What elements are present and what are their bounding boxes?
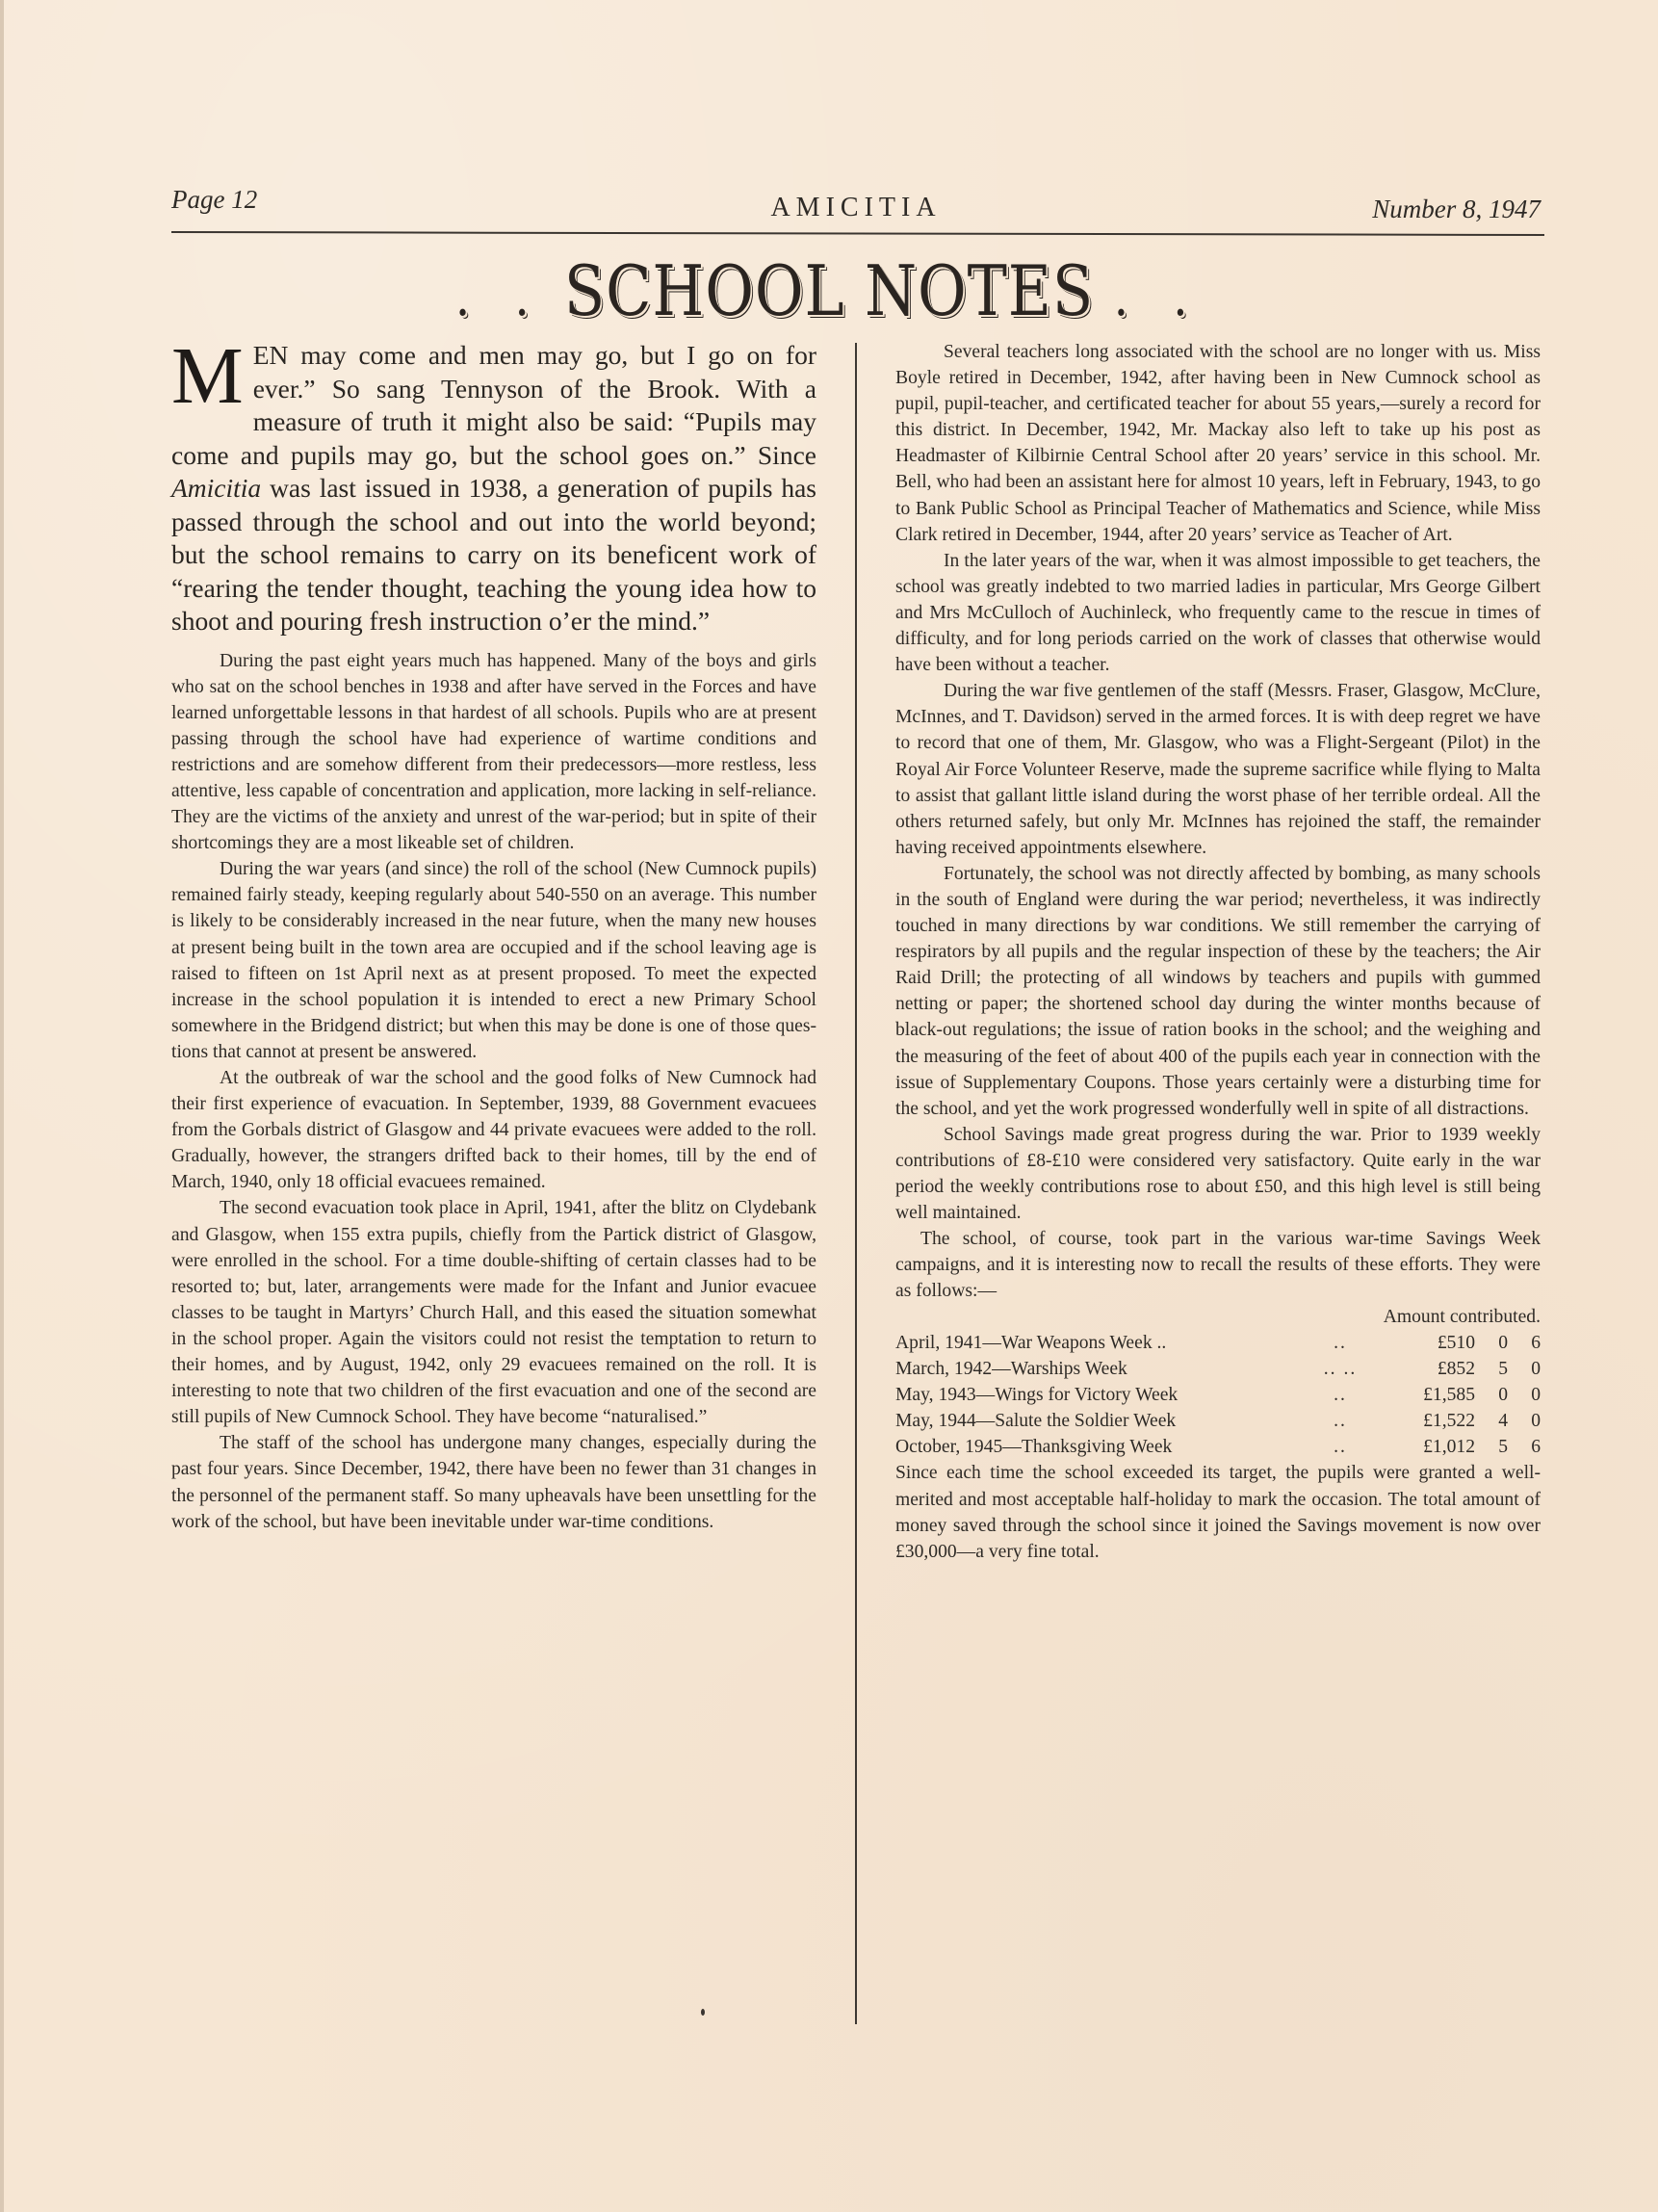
paragraph-second-evacuation: The second evacuation took place in April, 1941, after the blitz on Clydebank and Glasgow, when 155 extra pupils, chiefly from the Partick district of Glasgow, were enrolled in the school. For a time double-shifting of certain classes had to be resorted to; but, later, arrangements were made for the Infant and Junior evacuee classes to be taught in Martyrs’ Church Hall, and this eased the situation somewhat in the school proper. Again the visitors could not resist the temptation to return to their homes, and by August, 1942, only 29 evacuees remained on the roll. It is interesting to note that two children of the first evacuation and one of the second are still pupils of New Cumnock School. They have become “naturalised.” (171, 1198, 816, 1428)
publication-title: AMICITIA (770, 193, 942, 222)
table-row (895, 1382, 1541, 1408)
table-row (895, 1356, 1541, 1382)
dot-leader: .. .. (1323, 1359, 1358, 1380)
pence-cell: 6 (1531, 1333, 1541, 1354)
table-row (895, 1330, 1541, 1356)
dot-leader: .. (1334, 1411, 1347, 1432)
paragraph-school-savings: School Savings made great progress during the war. Prior to 1939 weekly contributions of £8-£10 were considered very satisfactory. Quite early in the war period the weekly contributions rose to about £50, and this high level is still being well maintained. (895, 1124, 1541, 1224)
shillings-cell: 4 (1498, 1411, 1508, 1432)
savings-table-header: Amount contributed. (1383, 1307, 1541, 1328)
lead-italic-title: Amicitia (171, 473, 262, 503)
paragraph-savings-intro: The school, of course, took part in the various war-time Savings Week campaigns, and it is interesting now to recall the results of these efforts. They were as follows:— (895, 1229, 1541, 1302)
page-number: Page 12 (171, 185, 258, 214)
paragraph-married-ladies: In the later years of the war, when it was almost impossible to get teachers, the school was greatly indebted to two married ladies in particular, Mrs George Gilbert and Mrs McCulloch of Auchinleck, who frequently came to the rescue in times of difficulty, and for long periods carried on the work of classes that otherwise would have been without a teacher. (895, 550, 1541, 676)
column-divider (855, 343, 857, 2024)
drop-cap: M (171, 331, 244, 421)
campaign-cell: April, 1941—War Weapons Week .. (895, 1333, 1167, 1354)
pence-cell: 0 (1531, 1411, 1541, 1432)
left-column (171, 331, 816, 1535)
shillings-cell: 5 (1498, 1359, 1508, 1380)
savings-table (895, 1330, 1541, 1460)
table-row (895, 1434, 1541, 1460)
shillings-cell: 5 (1498, 1437, 1508, 1458)
page-edge (0, 0, 4, 2212)
campaign-cell: May, 1943—Wings for Victory Week (895, 1385, 1179, 1406)
dot-leader: .. (1334, 1333, 1347, 1354)
pounds-cell: £1,522 (1423, 1411, 1475, 1432)
pounds-cell: £852 (1437, 1359, 1475, 1380)
lead-text-1: may come and men may go, but I go on for ever.” So sang Tennyson of the Brook. With a measure of truth it might also be said: “Pupils may come and pupils may go, but the school goes on.” Since (171, 340, 816, 470)
article-title (117, 252, 1542, 336)
pounds-cell: £1,012 (1423, 1437, 1475, 1458)
pence-cell: 0 (1531, 1385, 1541, 1406)
dot-leader: .. (1334, 1385, 1347, 1406)
title-text: SCHOOL NOTES (563, 250, 1095, 331)
paragraph-first-evacuation: At the outbreak of war the school and the good folks of New Cumnock had their first experience of evacuation. In September, 1939, 88 Government evacuees from the Gorbals district of Glasgow and 44 private evacuees were added to the roll. Gradually, however, the strangers drifted back to their homes, till by the end of March, 1940, only 18 official evacuees remained. (171, 1068, 816, 1193)
table-row (895, 1408, 1541, 1434)
campaign-cell: March, 1942—Warships Week (895, 1359, 1127, 1380)
dot-leader: .. (1334, 1437, 1347, 1458)
pence-cell: 6 (1531, 1437, 1541, 1458)
paragraph-closing: Since each time the school exceeded its target, the pupils were granted a well-merited and most acceptable half-holiday to mark the occasion. The total amount of money saved through the school since it joined the Savings movement is now over £30,000—a very fine total. (895, 1463, 1541, 1562)
campaign-cell: October, 1945—Thanksgiving Week (895, 1437, 1173, 1458)
shillings-cell: 0 (1498, 1333, 1508, 1354)
lead-text-2: was last issued in 1938, a generation of pupils has passed through the school and out into the world beyond; but the school remains to carry on its beneficent work of “rearing the tender thought, teaching the young idea how to shoot and pouring fresh instruction o’er the mind.” (171, 473, 816, 636)
pounds-cell: £1,585 (1423, 1385, 1475, 1406)
pounds-cell: £510 (1437, 1333, 1475, 1354)
title-ornament-right: . . (1113, 266, 1204, 328)
campaign-cell: May, 1944—Salute the Soldier Week (895, 1411, 1177, 1432)
paragraph-past-eight-years: During the past eight years much has happened. Many of the boys and girls who sat on the school benches in 1938 and after have served in the Forces and have learned unforgettable lessons in that hardest of all schools. Pupils who are at present passing through the school have had experience of wartime conditions and restrictions and are somehow different from their predecessors—more restless, less attentive, less capable of concentration and application, more lacking in self-reliance. They are the victims of the anxiety and unrest of the war-period; but in spite of their shortcomings they are a most likeable set of children. (171, 650, 816, 854)
lead-paragraph (171, 331, 816, 638)
lead-first-caps: EN (252, 340, 289, 370)
pence-cell: 0 (1531, 1359, 1541, 1380)
paragraph-staff-changes: The staff of the school has undergone many changes, especially during the past four years. Since December, 1942, there have been no fewer than 31 changes in the personnel of the permanent staff. So many upheavals have been unsettling for the work of the school, but have been inevitable under war-time conditions. (171, 1433, 816, 1532)
running-header (171, 181, 1541, 227)
shillings-cell: 0 (1498, 1385, 1508, 1406)
issue-label: Number 8, 1947 (1372, 195, 1541, 223)
paragraph-armed-forces: During the war five gentlemen of the staff (Messrs. Fraser, Glasgow, McClure, McInnes, and T. Davidson) served in the armed forces. It is with deep regret we have to record that one of them, Mr. Glasgow, who was a Flight-Sergeant (Pilot) in the Royal Air Force Volunteer Reserve, made the supreme sacrifice while flying to Malta to assist that gallant little island during the worst phase of her terrible ordeal. All the others returned safely, but only Mr. McInnes has rejoined the staff, the remainder having received appointments elsewhere. (895, 681, 1541, 858)
ink-speck (701, 2009, 705, 2016)
title-ornament-left: . . (454, 266, 545, 328)
right-column (895, 339, 1541, 1565)
paragraph-retired-teachers: Several teachers long associated with the school are no longer with us. Miss Boyle retired in December, 1942, after having been in New Cumnock school as pupil, pupil-teacher, and certificated teacher for about 55 years,—surely a record for this district. In December, 1942, Mr. Mackay also left to take up his post as Headmaster of Kilbirnie Central School after 20 years’ service in this school. Mr. Bell, who had been an assistant here for almost 10 years, left in February, 1943, to go to Bank Public School as Principal Teacher of Mathematics and Science, while Miss Clark retired in December, 1944, after 20 years’ service as Teacher of Art. (895, 342, 1541, 545)
paragraph-war-conditions: Fortunately, the school was not directly affected by bombing, as many schools in the south of England were during the war period; nevertheless, it was indirectly touched in many directions by war conditions. We still remember the carrying of respirators by all pupils and the regular inspection of these by the teachers; the Air Raid Drill; the protecting of all windows by teachers and pupils with gummed netting or paper; the shortened school day during the winter months because of black-out regulations; the issue of ration books in the school; and the weighing and the measuring of the feet of about 400 of the pupils each year in connection with the issue of Supplementary Coupons. Those years certainly were a disturbing time for the school, and yet the work progressed wonderfully well in spite of all distractions. (895, 863, 1541, 1119)
paragraph-school-roll: During the war years (and since) the roll of the school (New Cumnock pupils) remained fairly steady, keeping regularly about 540-550 on an average. This number is likely to be considerably increased in the near future, when the many new houses at present being built in the town area are occupied and if the school leaving age is raised to fifteen on 1st April next as at present proposed. To meet the expected increase in the school population it is intended to erect a new Primary School somewhere in the Bridgend district; but when this may be done is one of those questions that cannot at present be answered. (171, 859, 816, 1062)
